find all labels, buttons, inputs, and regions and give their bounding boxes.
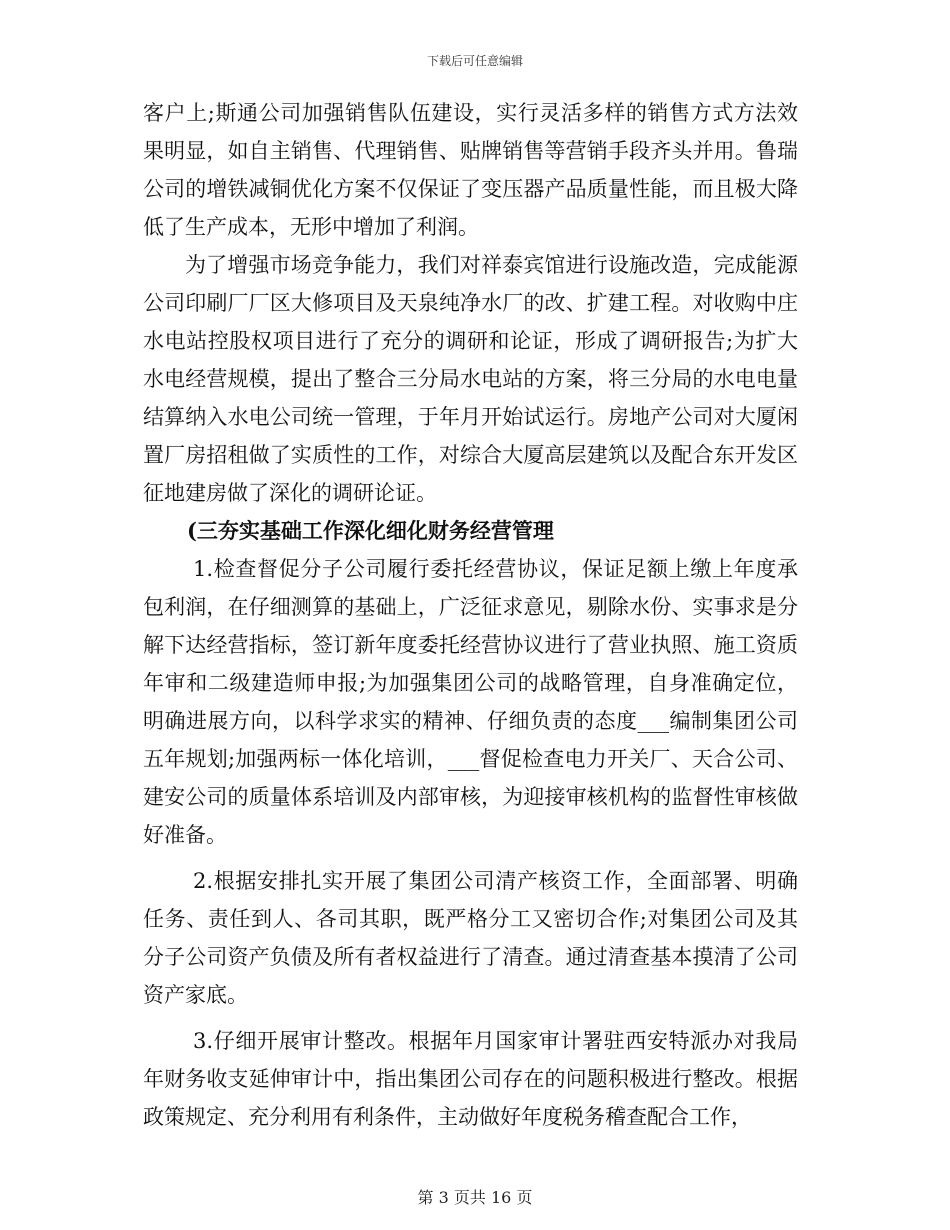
paragraph-item-3: 3.仔细开展审计整改。根据年月国家审计署驻西安特派办对我局年财务收支延伸审计中，指出集团公司存在的问题积极进行整改。根据政策规定、充分利用有利条件，主动做好年度税务稽查配合工作， [143, 1029, 798, 1129]
paragraph-continuation: 客户上;斯通公司加强销售队伍建设，实行灵活多样的销售方式方法效果明显，如自主销售、代理销售、贴牌销售等营销手段齐头并用。鲁瑞公司的增铁减铜优化方案不仅保证了变压器产品质量性能，而且极大降低了生产成本，无形中增加了利润。 [143, 101, 798, 239]
document-body [143, 94, 798, 1136]
paragraph-market-competition: 为了增强市场竞争能力，我们对祥泰宾馆进行设施改造，完成能源公司印刷厂厂区大修项目及天泉纯净水厂的改、扩建工程。对收购中庄水电站控股权项目进行了充分的调研和论证，形成了调研报告;为扩大水电经营规模，提出了整合三分局水电站的方案，将三分局的水电电量结算纳入水电公司统一管理，于年月开始试运行。房地产公司对大厦闲置厂房招租做了实质性的工作，对综合大厦高层建筑以及配合东开发区征地建房做了深化的调研论证。 [143, 253, 798, 505]
page-footer: 第 3 页共 16 页 [417, 1188, 533, 1207]
paragraph-item-1: 1.检查督促分子公司履行委托经营协议，保证足额上缴上年度承包利润，在仔细测算的基础上，广泛征求意见，剔除水份、实事求是分解下达经营指标，签订新年度委托经营协议进行了营业执照、施工资质年审和二级建造师申报;为加强集团公司的战略管理，自身准确定位，明确进展方向，以科学求实的精神、仔细负责的态度___编制集团公司五年规划;加强两标一体化培训，___督促检查电力开关厂、天合公司、建安公司的质量体系培训及内部审核，为迎接审核机构的监督性审核做好准备。 [143, 557, 798, 847]
page-header: 下载后可任意编辑 [426, 54, 523, 68]
paragraph-item-2: 2.根据安排扎实开展了集团公司清产核资工作，全面部署、明确任务、责任到人、各司其职，既严格分工又密切合作;对集团公司及其分子公司资产负债及所有者权益进行了清查。通过清查基本摸清了公司资产家底。 [143, 869, 798, 1007]
section-heading: (三夯实基础工作深化细化财务经营管理 [187, 518, 554, 543]
